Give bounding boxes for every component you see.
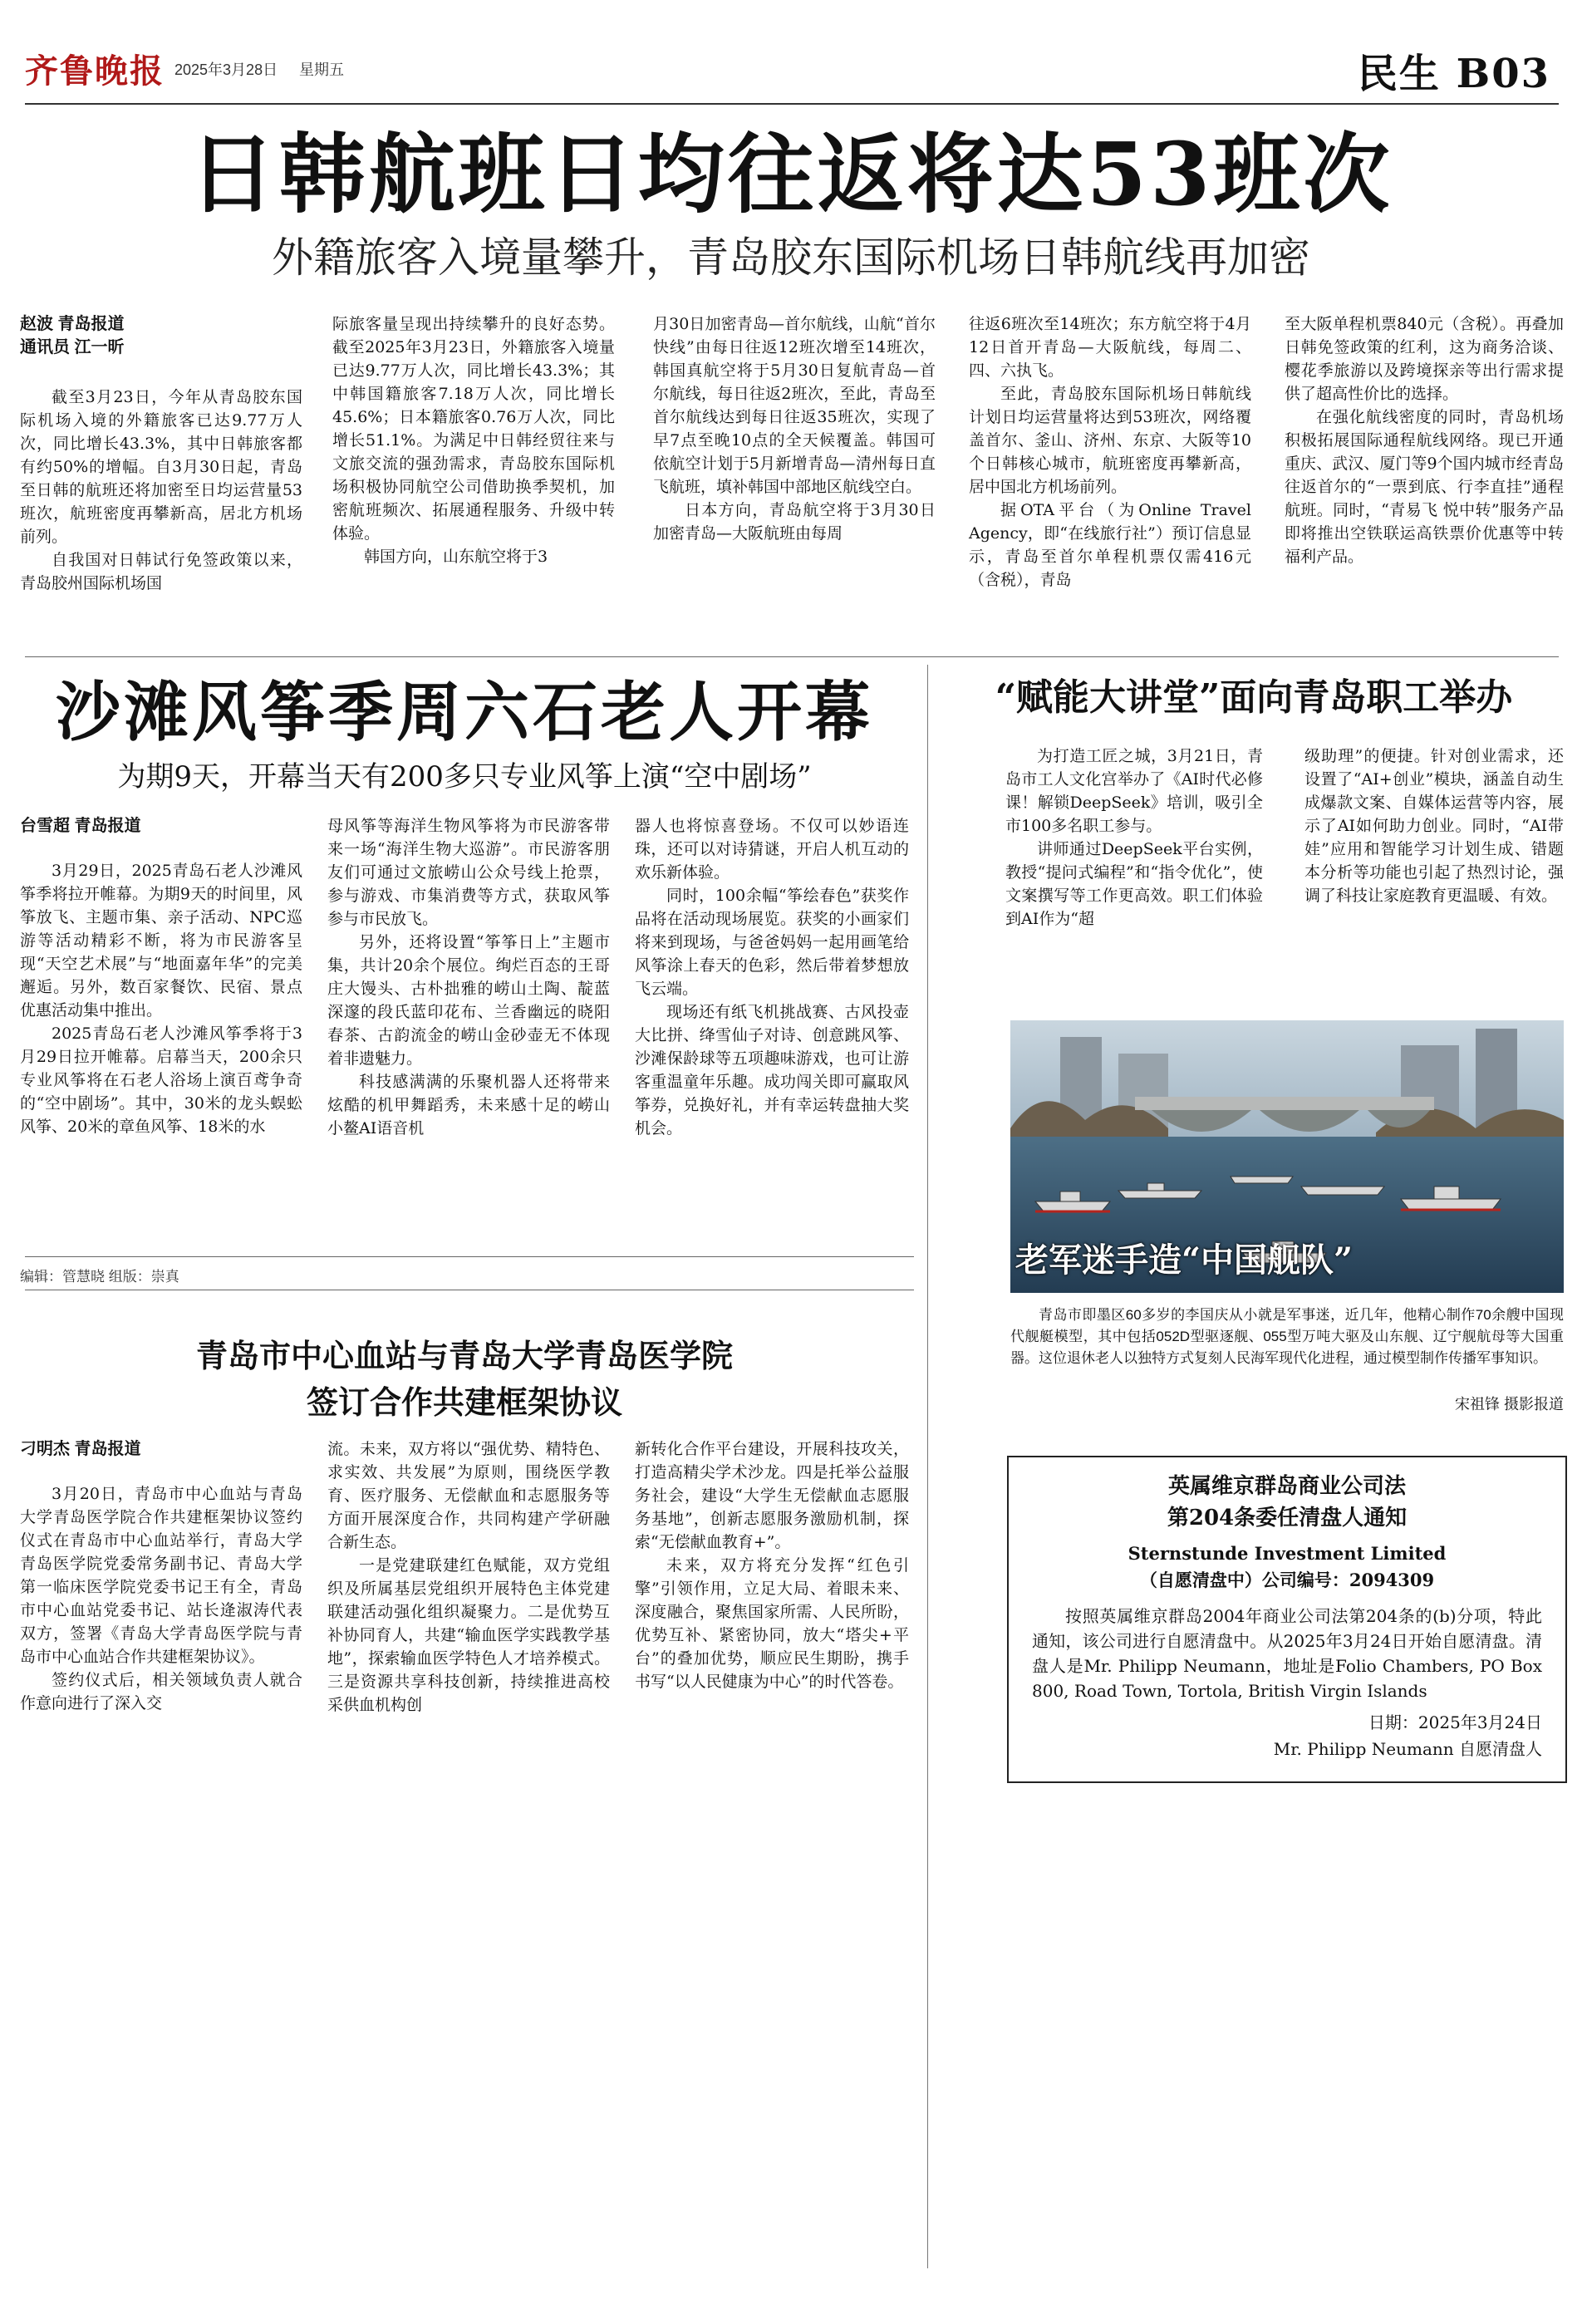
article-flights-col1: [20, 386, 302, 595]
article-kite-col1: [20, 859, 302, 1138]
paragraph: 3月29日，2025青岛石老人沙滩风筝季将拉开帷幕。为期9天的时间里，风筝放飞、主题市集、亲子活动、NPC巡游等活动精彩不断，将为市民游客呈现“天空艺术展”与“地面嘉年华”的完美邂逅。另外，数百家餐饮、民宿、景点优惠活动集中推出。: [20, 862, 302, 1020]
paragraph: 月30日加密青岛—首尔航线，山航“首尔快线”由每日往返12班次增至14班次，韩国真航空将于5月30日复航青岛—首尔航线，每日往返2班次，至此，青岛至首尔航线达到每日往返35班次，实现了早7点至晚10点的全天候覆盖。韩国可依航空计划于5月新增青岛—清州每日直飞航班，填补韩国中部地区航线空白。: [653, 315, 936, 496]
kite-bottom-rule: [25, 1256, 914, 1257]
paragraph: 科技感满满的乐聚机器人还将带来炫酷的机甲舞蹈秀，未来感十足的崂山小鳌AI语音机: [327, 1073, 610, 1137]
byline-flights: [20, 312, 302, 359]
headline-lecture: “赋能大讲堂”面向青岛职工举办: [995, 676, 1513, 719]
paragraph: 为打造工匠之城，3月21日，青岛市工人文化宫举办了《AI时代必修课！解锁DeepSeek》培训，吸引全市100多名职工参与。: [1005, 747, 1263, 835]
masthead: [25, 40, 1559, 96]
paragraph: 同时，100余幅“筝绘春色”获奖作品将在活动现场展览。获奖的小画家们将来到现场，与爸爸妈妈一起用画笔给风筝涂上春天的色彩，然后带着梦想放飞云端。: [635, 887, 909, 998]
headline-blood-station: [20, 1333, 909, 1426]
byline-kite: 台雪超 青岛报道: [20, 817, 141, 835]
article-flights-col3: [653, 312, 936, 545]
paragraph: 自我国对日韩试行免签政策以来，青岛胶州国际机场国: [20, 551, 302, 592]
column-divider: [927, 665, 928, 2268]
article-kite-col3: [635, 814, 909, 1140]
headline-kite: 沙滩风筝季周六石老人开幕: [55, 675, 873, 750]
paragraph: 未来，双方将充分发挥“红色引擎”引领作用，立足大局、着眼未来、深度融合，聚焦国家所需、人民所盼，优势互补、紧密协同，放大“塔尖+平台”的叠加优势，顺应民生期盼，携手书写“以人民健康为中心”的时代答卷。: [635, 1556, 909, 1691]
subhead-kite: 为期9天，开幕当天有200多只专业风筝上演“空中剧场”: [117, 760, 812, 794]
headline-line-1: 青岛市中心血站与青岛大学青岛医学院: [195, 1337, 733, 1374]
notice-company-zh: （自愿清盘中）公司编号：2094309: [1139, 1570, 1435, 1590]
notice-date: 日期：2025年3月24日: [1368, 1712, 1542, 1732]
newspaper-logo: 齐鲁晚报: [25, 52, 165, 91]
article-flights-col2: [332, 312, 615, 568]
article-flights-col5: [1285, 312, 1564, 568]
paragraph: 韩国方向，山东航空将于3: [364, 548, 548, 566]
headline-line-2: 签订合作共建框架协议: [306, 1383, 622, 1421]
byline-blood-station: 刁明杰 青岛报道: [20, 1440, 141, 1458]
article-lecture-col2: [1304, 744, 1564, 907]
notice-company: [1009, 1540, 1565, 1594]
legal-notice-box: [1007, 1456, 1567, 1783]
paragraph: 截至3月23日，今年从青岛胶东国际机场入境的外籍旅客已达9.77万人次，同比增长43.3%，其中日韩旅客都有约50%的增幅。自3月30日起，青岛至日韩的航班还将加密至日均运营量53班次，航班密度再攀新高，居北方机场前列。: [20, 388, 302, 546]
paragraph: 至大阪单程机票840元（含税）。再叠加日韩免签政策的红利，这为商务洽谈、樱花季旅游以及跨境探亲等出行需求提供了超高性价比的选择。: [1285, 315, 1564, 403]
issue-weekday: 星期五: [299, 61, 344, 78]
photo-caption: 青岛市即墨区60多岁的李国庆从小就是军事迷，近几年，他精心制作70余艘中国现代舰艇模型，其中包括052D型驱逐舰、055型万吨大驱及山东舰、辽宁舰航母等大国重器。这位退休老人以独特方式复刻人民海军现代化进程，通过模型制作传播军事知识。: [1010, 1307, 1564, 1366]
paragraph: 签约仪式后，相关领域负责人就合作意向进行了深入交: [20, 1671, 302, 1712]
article-blood-col3: [635, 1437, 909, 1693]
paragraph: 日本方向，青岛航空将于3月30日加密青岛—大阪航班由每周: [653, 501, 936, 543]
editor-credit: 编辑：管慧晓 组版：崇真: [20, 1269, 179, 1285]
subhead-flights: 外籍旅客入境量攀升，青岛胶东国际机场日韩航线再加密: [272, 233, 1310, 282]
article-lecture-col1: [1005, 744, 1263, 931]
photo-title: 老军迷手造“中国舰队”: [1015, 1241, 1354, 1280]
headline-flights: 日韩航班日均往返将达53班次: [189, 123, 1393, 225]
notice-signature: Mr. Philipp Neumann 自愿清盘人: [1273, 1739, 1542, 1759]
section-divider: [25, 656, 1559, 657]
photo-credit: 宋祖锋 摄影报道: [1454, 1396, 1564, 1413]
paragraph: 际旅客量呈现出持续攀升的良好态势。截至2025年3月23日，外籍旅客入境量已达9.77万人次，同比增长43.3%；其中韩国籍旅客7.18万人次，同比增长45.6%；日本籍旅客0.76万人次，同比增长51.1%。为满足中日韩经贸往来与文旅交流的强劲需求，青岛胶东国际机场积极协同航空公司借助换季契机，加密航班频次、拓展通程服务、升级中转体验。: [332, 315, 615, 543]
paragraph: 另外，还将设置“筝筝日上”主题市集，共计20余个展位。绚烂百态的王哥庄大馒头、古朴拙雅的崂山土陶、靛蓝深邃的段氏蓝印花布、兰香幽远的晓阳春茶、古韵流金的崂山金砂壶无不体现着非遗魅力。: [327, 933, 610, 1068]
paragraph: 一是党建联建红色赋能，双方党组织及所属基层党组织开展特色主体党建联建活动强化组织凝聚力。二是优势互补协同育人，共建“输血医学实践教学基地”，探索输血医学特色人才培养模式。三是资源共享科技创新，持续推进高校采供血机构创: [327, 1556, 610, 1714]
notice-title-line-2: 第204条委任清盘人通知: [1167, 1506, 1408, 1530]
paragraph: 3月20日，青岛市中心血站与青岛大学青岛医学院合作共建框架协议签约仪式在青岛市中心血站举行，青岛大学青岛医学院党委常务副书记、青岛大学第一临床医学院党委书记王有全，青岛市中心血站党委书记、站长逄淑涛代表双方，签署《青岛大学青岛医学院与青岛市中心血站合作共建框架协议》。: [20, 1485, 302, 1666]
paragraph: 母风筝等海洋生物风筝将为市民游客带来一场“海洋生物大巡游”。市民游客朋友们可通过文旅崂山公众号线上抢票，参与游戏、市集消费等方式，获取风筝参与市民放飞。: [327, 817, 610, 928]
paragraph: 往返6班次至14班次；东方航空将于4月12日首开青岛—大阪航线，每周二、四、六执飞。: [969, 315, 1251, 380]
paragraph: 讲师通过DeepSeek平台实例，教授“提问式编程”和“指令优化”，使文案撰写等工作更高效。职工们体验到AI作为“超: [1005, 840, 1263, 928]
notice-title: [1009, 1471, 1565, 1534]
article-kite-col2: [327, 814, 610, 1140]
byline-correspondent: 通讯员 江一昕: [20, 338, 125, 356]
paragraph: 现场还有纸飞机挑战赛、古风投壶大比拼、绛雪仙子对诗、创意跳风筝、沙滩保龄球等五项趣味游戏，也可让游客重温童年乐趣。成功闯关即可赢取风筝券，兑换好礼，并有幸运转盘抽大奖机会。: [635, 1003, 909, 1137]
paragraph: 新转化合作平台建设，开展科技攻关，打造高精尖学术沙龙。四是托举公益服务社会，建设“大学生无偿献血志愿服务基地”，创新志愿服务激励机制，探索“无偿献血教育+”。: [635, 1440, 909, 1551]
paragraph: 2025青岛石老人沙滩风筝季将于3月29日拉开帷幕。启幕当天，200余只专业风筝将在石老人浴场上演百鸢争奇的“空中剧场”。其中，30米的龙头蜈蚣风筝、20米的章鱼风筝、18米的水: [20, 1024, 302, 1136]
section-label: 民生 B03: [1357, 51, 1550, 97]
article-blood-col2: [327, 1437, 610, 1717]
paragraph: 级助理”的便捷。针对创业需求，还设置了“AI+创业”模块，涵盖自动生成爆款文案、自媒体运营等内容，展示了AI如何助力创业。同时，“AI带娃”应用和智能学习计划生成、错题本分析等功能也引起了热烈讨论，强调了科技让家庭教育更温暖、有效。: [1304, 747, 1564, 905]
notice-title-line-1: 英属维京群岛商业公司法: [1167, 1474, 1406, 1499]
news-photo-ship-models: [1010, 1020, 1564, 1293]
article-flights-col4: [969, 312, 1251, 592]
paragraph: 在强化航线密度的同时，青岛机场积极拓展国际通程航线网络。现已开通重庆、武汉、厦门等9个国内城市经青岛往返首尔的“一票到底、行李直挂”通程航班。同时，“青易飞 悦中转”服务产品即将推出空铁联运高铁票价优惠等中转福利产品。: [1285, 408, 1564, 566]
issue-date: 2025年3月28日: [174, 61, 278, 78]
byline-reporter: 赵波 青岛报道: [20, 315, 125, 333]
paragraph: 器人也将惊喜登场。不仅可以妙语连珠，还可以对诗猜谜，开启人机互动的欢乐新体验。: [635, 817, 909, 882]
masthead-rule: [25, 103, 1559, 105]
notice-company-en: Sternstunde Investment Limited: [1128, 1543, 1447, 1564]
article-blood-col1: [20, 1482, 302, 1715]
paragraph: 流。未来，双方将以“强优势、精特色、求实效、共发展”为原则，围绕医学教育、医疗服务、无偿献血和志愿服务等方面开展深度合作，共同构建产学研融合新生态。: [327, 1440, 610, 1551]
notice-body: 按照英属维京群岛2004年商业公司法第204条的(b)分项，特此通知，该公司进行自愿清盘中。从2025年3月24日开始自愿清盘。清盘人是Mr. Philipp Neumann，地址是Folio Chambers, PO Box 800, Road Town, Tortola, British Virgin Islands: [1032, 1606, 1542, 1701]
paragraph: 据OTA平台（为Online Travel Agency，即“在线旅行社”）预订信息显示，青岛至首尔单程机票仅需416元（含税），青岛: [969, 501, 1251, 589]
paragraph: 至此，青岛胶东国际机场日韩航线计划日均运营量将达到53班次，网络覆盖首尔、釜山、济州、东京、大阪等10个日韩核心城市，航班密度再攀新高，居中国北方机场前列。: [969, 385, 1251, 496]
